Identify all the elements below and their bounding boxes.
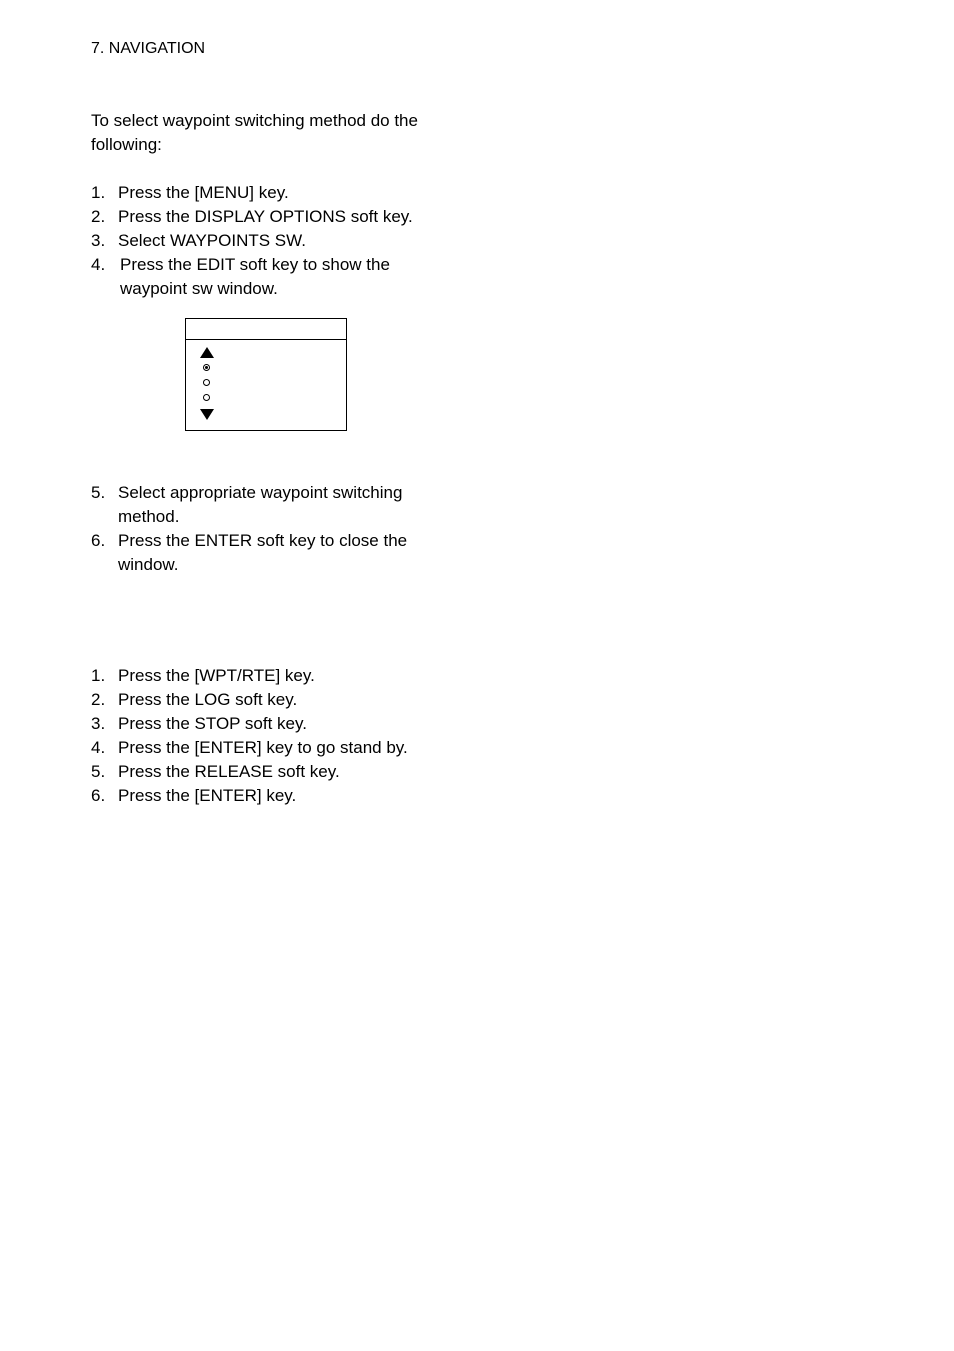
section-header: 7. NAVIGATION [91, 40, 206, 57]
step-item [91, 481, 451, 529]
switching-steps-list [91, 181, 451, 301]
step-text: Press the STOP soft key. [118, 714, 307, 733]
step-number: 4. [91, 738, 106, 757]
window-option-list [186, 340, 346, 430]
step-number: 1. [91, 666, 106, 685]
step-text: Select WAYPOINTS SW. [118, 231, 306, 250]
intro-paragraph: To select waypoint switching method do the following: [91, 111, 418, 154]
step-item [91, 664, 451, 688]
waypoint-sw-window [185, 318, 347, 431]
switching-steps-list-continued [91, 481, 451, 577]
scroll-up-icon[interactable] [200, 347, 214, 358]
step-item [91, 205, 451, 229]
step-text: Press the [WPT/RTE] key. [118, 666, 315, 685]
step-number: 5. [91, 483, 106, 502]
step-text: Select appropriate waypoint switching method. [118, 483, 403, 526]
step-item [91, 736, 451, 760]
release-steps-list [91, 664, 451, 808]
step-number: 3. [91, 714, 106, 733]
step-number: 6. [91, 531, 106, 550]
step-text: Press the DISPLAY OPTIONS soft key. [118, 207, 413, 226]
step-item [91, 688, 451, 712]
step-number: 3. [91, 231, 106, 250]
radio-unselected-icon[interactable] [203, 394, 210, 401]
step-text: Press the RELEASE soft key. [118, 762, 340, 781]
radio-unselected-icon[interactable] [203, 379, 210, 386]
step-number: 6. [91, 786, 106, 805]
step-text: Press the EDIT soft key to show the waypoint sw window. [120, 255, 390, 298]
scroll-down-icon[interactable] [200, 409, 214, 420]
step-text: Press the [ENTER] key to go stand by. [118, 738, 408, 757]
radio-selected-icon[interactable] [203, 364, 210, 371]
step-text: Press the [ENTER] key. [118, 786, 297, 805]
step-number: 2. [91, 207, 106, 226]
step-text: Press the ENTER soft key to close the window. [118, 531, 408, 574]
step-text: Press the [MENU] key. [118, 183, 289, 202]
window-title-bar [186, 319, 346, 340]
step-item [91, 253, 451, 301]
step-item [91, 229, 451, 253]
step-number: 2. [91, 690, 106, 709]
step-item [91, 181, 451, 205]
step-text: Press the LOG soft key. [118, 690, 298, 709]
step-item [91, 760, 451, 784]
step-number: 1. [91, 183, 106, 202]
step-number: 5. [91, 762, 106, 781]
step-number: 4. [91, 255, 106, 274]
step-item [91, 712, 451, 736]
step-item [91, 529, 451, 577]
step-item [91, 784, 451, 808]
